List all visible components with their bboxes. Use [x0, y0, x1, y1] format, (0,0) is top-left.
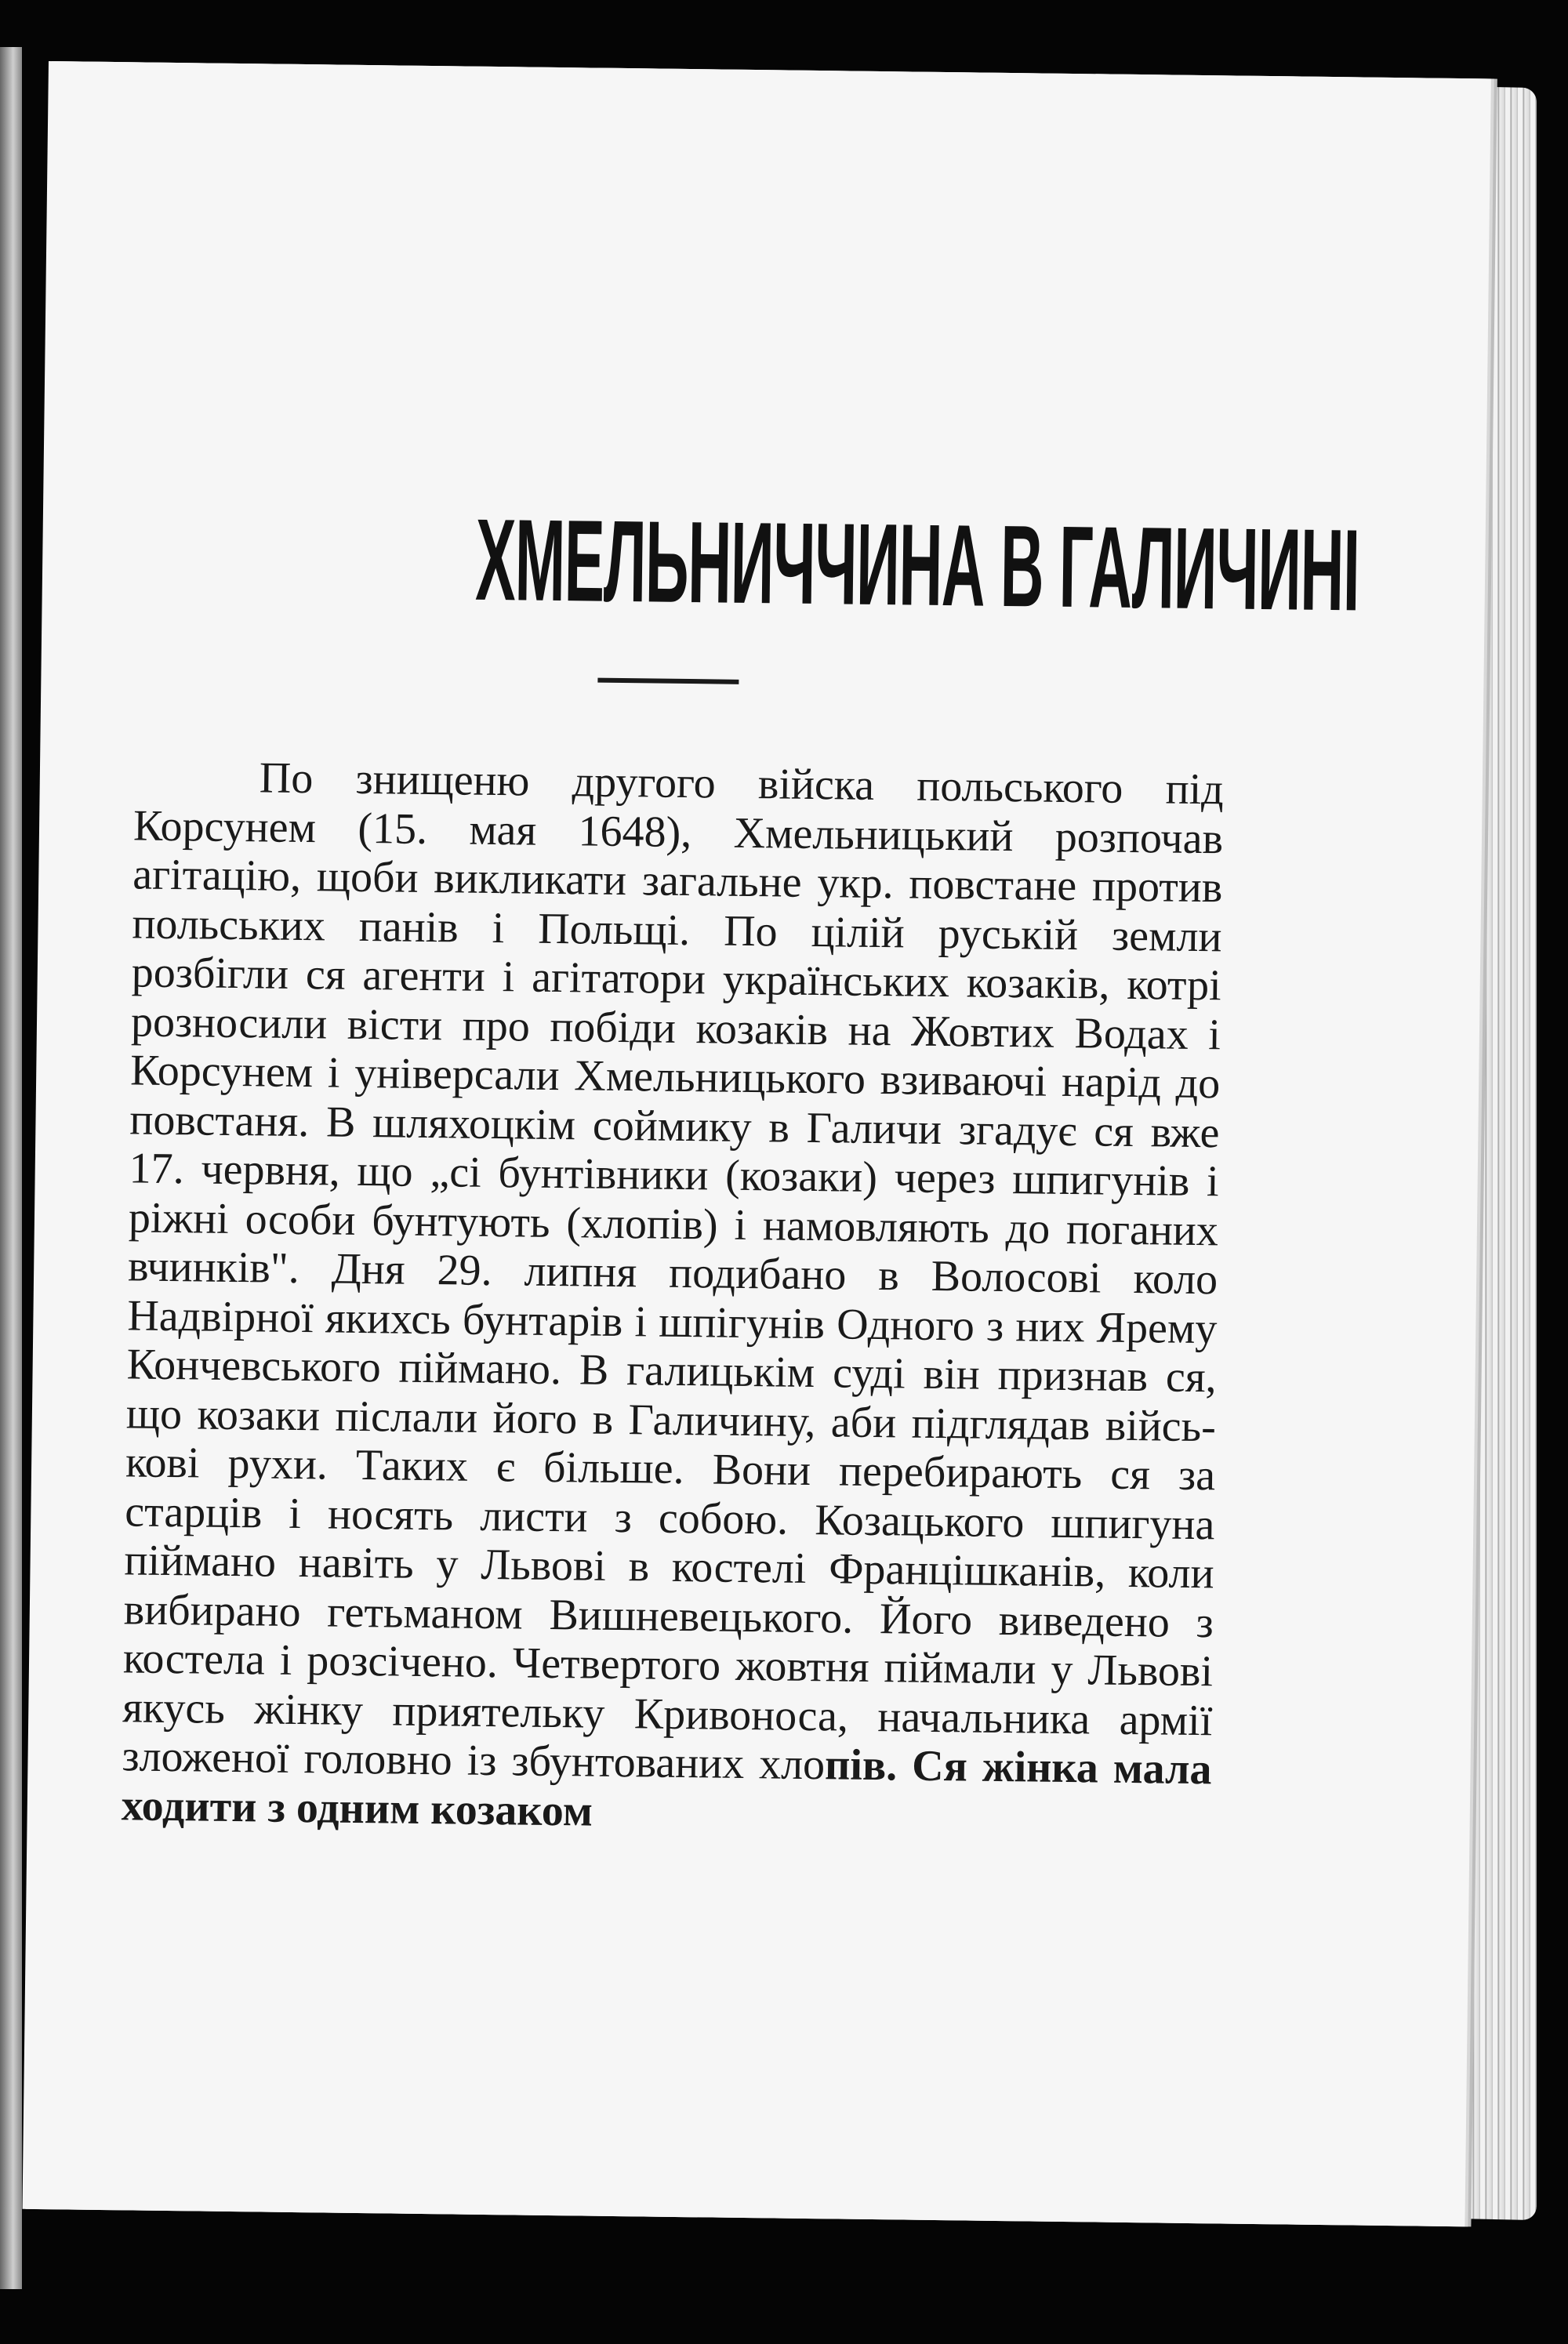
- previous-page-edge: [0, 47, 22, 2289]
- body-paragraph: [121, 752, 1224, 1843]
- body-paragraph-last-line: пів. Ся жінка мала ходити з одним козаком: [121, 1740, 1212, 1836]
- body-paragraph-text: По знищеню другого війска польського під Корсунем (15. мая 1648), Хмельницький розпочав агітацію, щоби викликати загальне укр. повстане против польських панів і Польщі. По цілій руській земли розбігли ся агенти і агітатори українських козаків, котрі розносили вісти про побіди козаків на Жовтих Водах і Корсунем і універсали Хмельницького взиваючі нарід до повстаня. В шляхоцкім соймику в Галичи згадує ся вже 17. червня, що „сі бунтівники (козаки) через шпигунів і ріжні особи бунтують (хлопів) і намовляють до поганих вчинків". Дня 29. липня подибано в Волосові коло Надвірної якихсь бунтарів і шпігунів Одного з них Ярему Кончевського піймано. В галицькім суді він признав ся, що козаки післали його в Галичину, аби підглядав військові рухи. Таких є більше. Вони перебирають ся за старців і носять листи з собою. Козацького шпигуна піймано навіть у Львові в костелі Францішканів, коли вибирано гетьманом Вишневецького. Його виведено з костела і розсічено. Четвертого жовтня піймали у Львові якусь жінку приятельку Кривоноса, начальника армії зложеної головно із збунтованих хло: [122, 753, 1225, 1790]
- title-divider: [597, 678, 739, 684]
- book-page: [23, 61, 1491, 2226]
- chapter-title: ХМЕЛЬНИЧЧИНА В ГАЛИЧИНІ: [474, 495, 1360, 636]
